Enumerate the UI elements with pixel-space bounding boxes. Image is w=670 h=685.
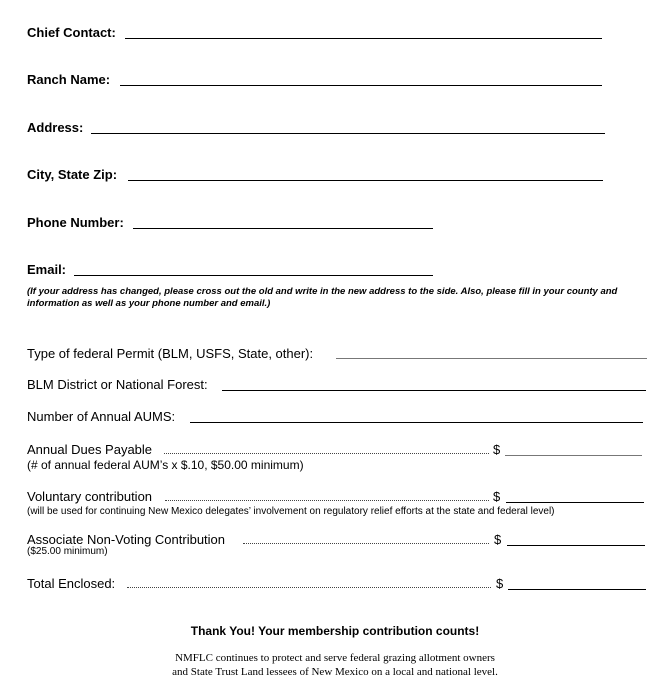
dues-amount-field[interactable] — [505, 455, 642, 456]
city-state-zip-field[interactable] — [128, 180, 603, 181]
mission-line-1: NMFLC continues to protect and serve federal grazing allotment owners — [175, 652, 495, 664]
email-field[interactable] — [74, 275, 433, 276]
district-field[interactable] — [222, 390, 646, 391]
permit-type-label: Type of federal Permit (BLM, USFS, State, other): — [27, 346, 314, 361]
dues-note: (# of annual federal AUM’s x $.10, $50.00 minimum) — [27, 458, 304, 472]
aums-field[interactable] — [190, 422, 643, 423]
voluntary-leader — [165, 500, 489, 501]
thank-you-message: Thank You! Your membership contribution counts! — [190, 624, 480, 638]
email-label: Email: — [27, 262, 67, 277]
address-change-note: (If your address has changed, please cross out the old and write in the new address to the side. Also, please fill in your county and information as well as your phone number and email.) — [27, 286, 618, 309]
aums-label: Number of Annual AUMS: — [27, 409, 176, 424]
address-field[interactable] — [91, 133, 605, 134]
chief-contact-label: Chief Contact: — [27, 25, 116, 40]
dues-label: Annual Dues Payable — [27, 442, 153, 457]
voluntary-note: (will be used for continuing New Mexico delegates’ involvement on regulatory relief efforts at the state and federal level) — [27, 506, 555, 517]
associate-currency: $ — [494, 532, 502, 547]
phone-label: Phone Number: — [27, 215, 124, 230]
city-state-zip-label: City, State Zip: — [27, 167, 118, 182]
associate-label: Associate Non-Voting Contribution — [27, 532, 226, 547]
associate-note: ($25.00 minimum) — [27, 546, 108, 557]
chief-contact-field[interactable] — [125, 38, 602, 39]
total-leader — [127, 587, 491, 588]
dues-currency: $ — [493, 442, 501, 457]
total-currency: $ — [496, 576, 504, 591]
associate-leader — [243, 543, 489, 544]
phone-field[interactable] — [133, 228, 433, 229]
dues-leader — [164, 453, 489, 454]
voluntary-label: Voluntary contribution — [27, 489, 153, 504]
associate-amount-field[interactable] — [507, 545, 645, 546]
ranch-name-label: Ranch Name: — [27, 72, 111, 87]
district-label: BLM District or National Forest: — [27, 377, 208, 392]
total-label: Total Enclosed: — [27, 576, 116, 591]
permit-type-field[interactable] — [336, 358, 647, 359]
total-amount-field[interactable] — [508, 589, 646, 590]
ranch-name-field[interactable] — [120, 85, 602, 86]
mission-line-2: and State Trust Land lessees of New Mexico on a local and national level. — [172, 666, 498, 678]
address-label: Address: — [27, 120, 84, 135]
voluntary-amount-field[interactable] — [506, 502, 644, 503]
voluntary-currency: $ — [493, 489, 501, 504]
